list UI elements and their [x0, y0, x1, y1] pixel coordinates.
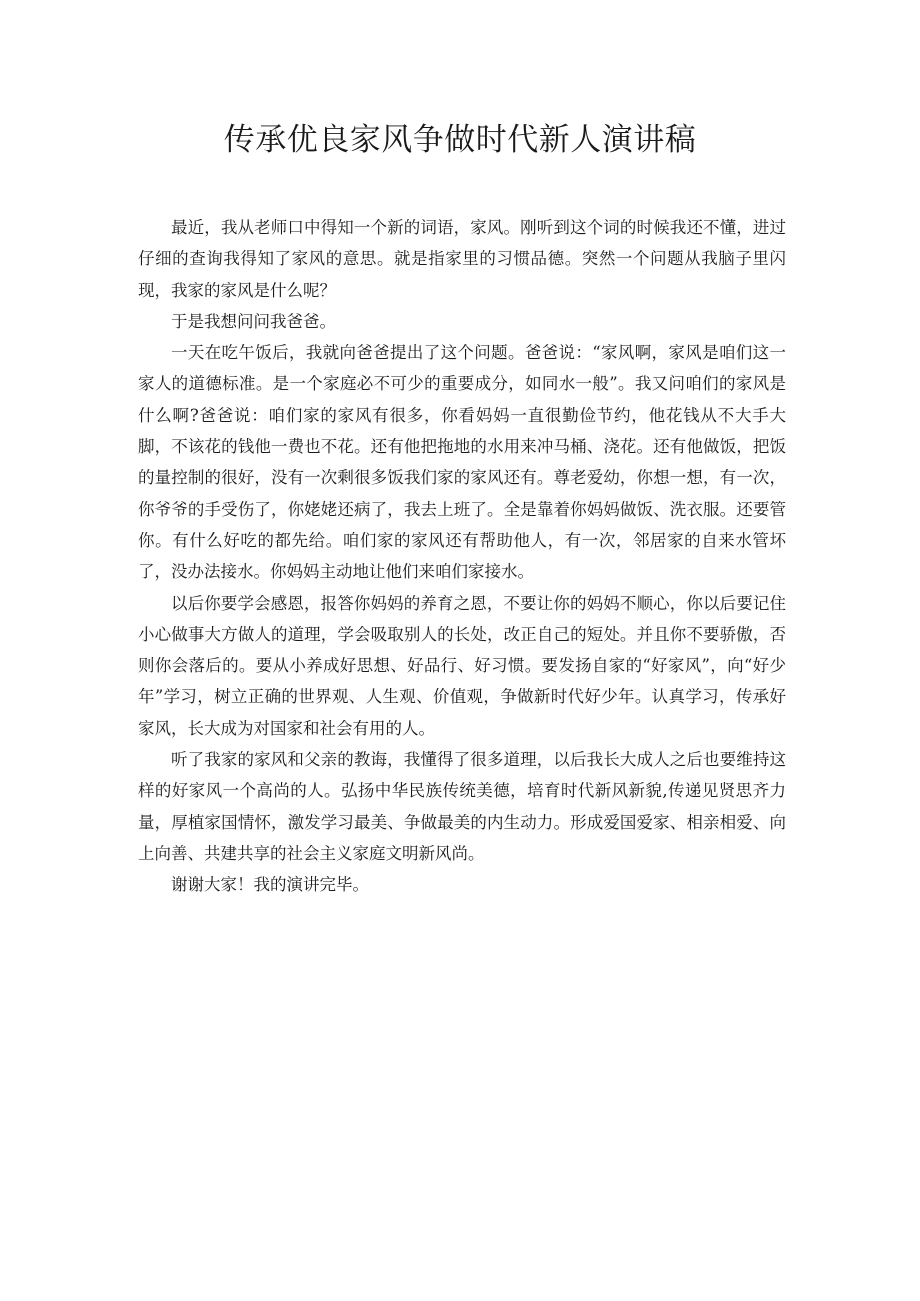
paragraph-4: 以后你要学会感恩，报答你妈妈的养育之恩，不要让你的妈妈不顺心，你以后要记住小心做事大方做人的道理，学会吸取别人的长处，改正自己的短处。并且你不要骄傲，否则你会落后的。要从小养成好思想、好品行、好习惯。要发扬自家的“好家风”，向“好少年”学习，树立正确的世界观、人生观、价值观，争做新时代好少年。认真学习，传承好家风，长大成为对国家和社会有用的人。 [138, 593, 786, 738]
document-body [138, 212, 786, 901]
paragraph-2: 于是我想问问我爸爸。 [171, 311, 336, 331]
paragraph-3: 一天在吃午饭后，我就向爸爸提出了这个问题。爸爸说：“家风啊，家风是咱们这一家人的道德标准。是一个家庭必不可少的重要成分，如同水一般”。我又问咱们的家风是什么啊?爸爸说：咱们家的家风有很多，你看妈妈一直很勤俭节约，他花钱从不大手大脚，不该花的钱他一费也不花。还有他把拖地的水用来冲马桶、浇花。还有他做饭，把饭的量控制的很好，没有一次剩很多饭我们家的家风还有。尊老爱幼，你想一想，有一次，你爷爷的手受伤了，你姥姥还病了，我去上班了。全是靠着你妈妈做饭、洗衣服。还要管你。有什么好吃的都先给。咱们家的家风还有帮助他人，有一次，邻居家的自来水管坏了，没办法接水。你妈妈主动地让他们来咱们家接水。 [138, 343, 786, 582]
document-title: 传承优良家风争做时代新人演讲稿 [223, 122, 697, 158]
paragraph-1: 最近，我从老师口中得知一个新的词语，家风。刚听到这个词的时候我还不懂，进过仔细的查询我得知了家风的意思。就是指家里的习惯品德。突然一个问题从我脑子里闪现，我家的家风是什么呢？ [138, 218, 786, 300]
paragraph-5: 听了我家的家风和父亲的教诲，我懂得了很多道理，以后我长大成人之后也要维持这样的好家风一个高尚的人。弘扬中华民族传统美德，培育时代新风新貌,传递见贤思齐力量，厚植家国情怀，激发学习最美、争做最美的内生动力。形成爱国爱家、相亲相爱、向上向善、共建共享的社会主义家庭文明新风尚。 [138, 750, 786, 863]
paragraph-6: 谢谢大家！我的演讲完毕。 [171, 875, 369, 895]
